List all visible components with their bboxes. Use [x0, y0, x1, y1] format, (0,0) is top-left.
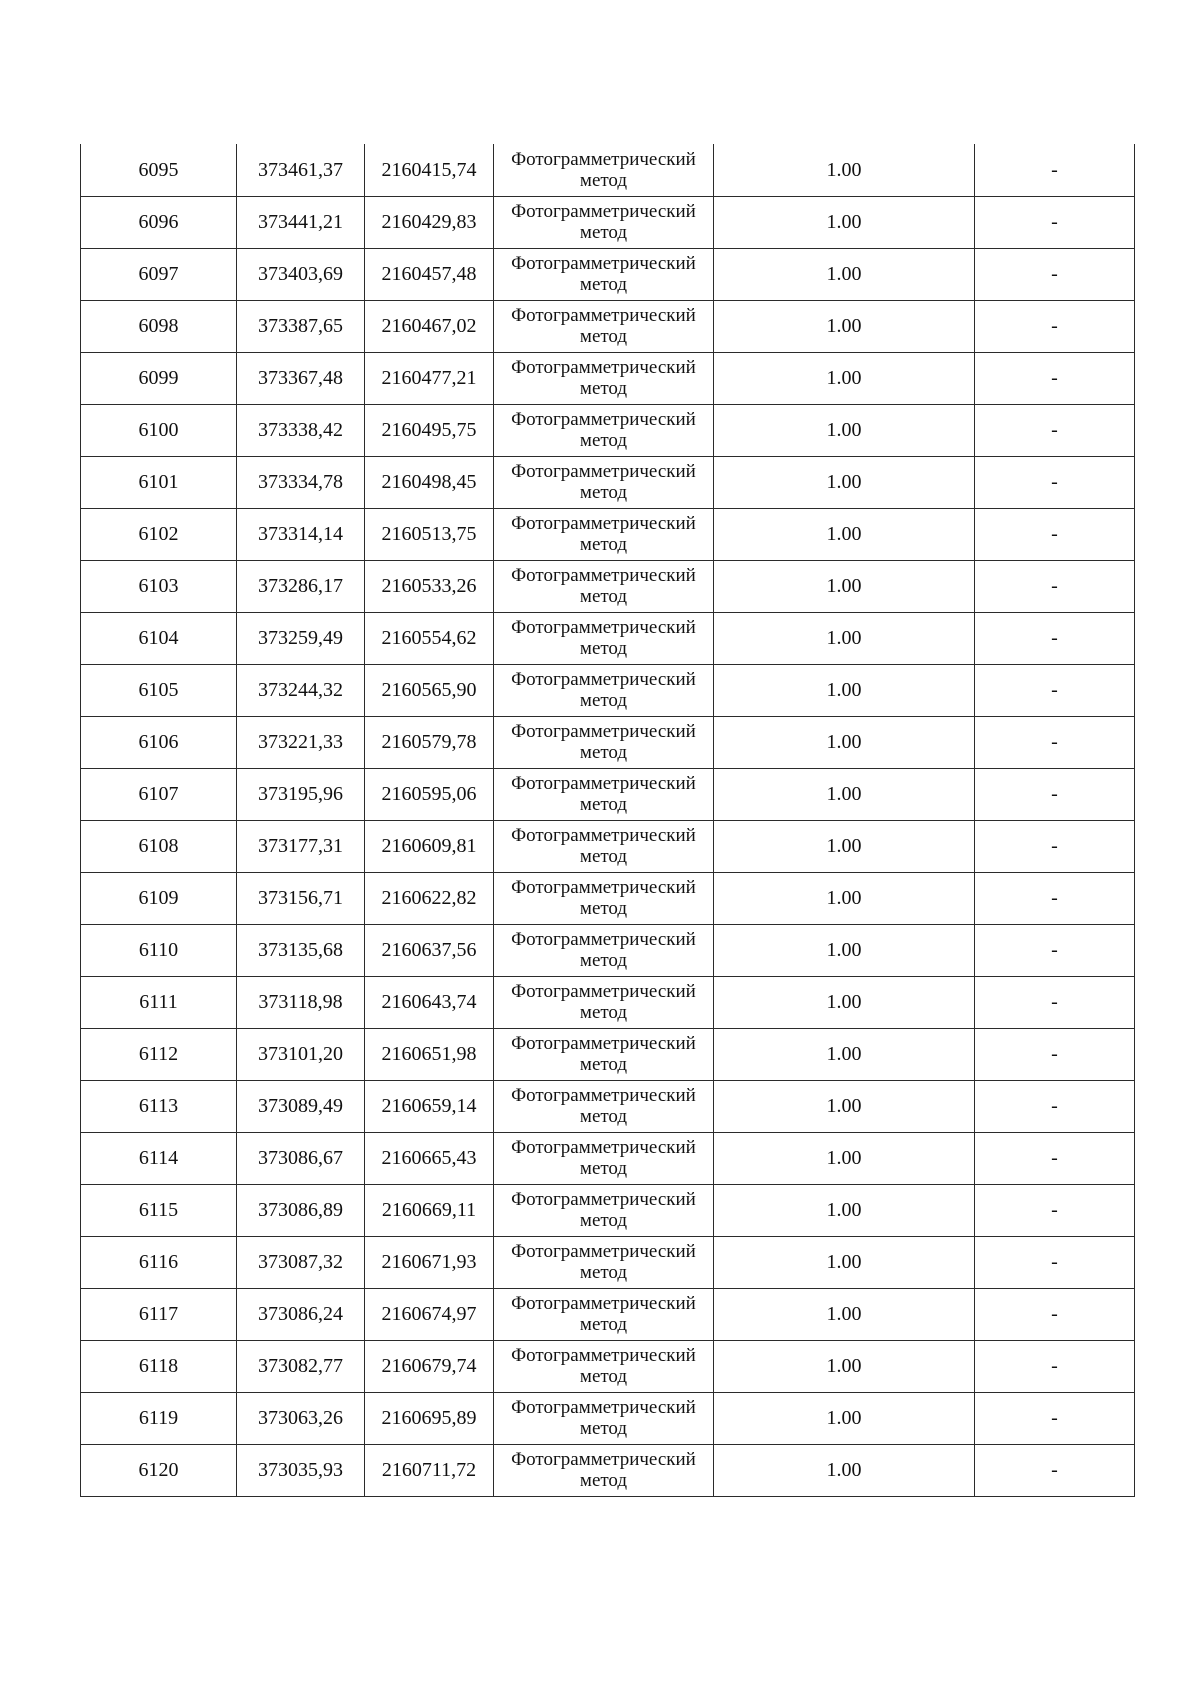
point-number-cell: 6116: [81, 1236, 237, 1288]
accuracy-cell: 1.00: [714, 1132, 975, 1184]
x-coordinate-cell: 373089,49: [237, 1080, 365, 1132]
method-cell: Фотограмметрический метод: [494, 456, 714, 508]
x-coordinate-cell: 373338,42: [237, 404, 365, 456]
x-coordinate-cell: 373086,24: [237, 1288, 365, 1340]
accuracy-cell: 1.00: [714, 1444, 975, 1496]
table-row: [81, 1392, 1135, 1444]
table-row: [81, 248, 1135, 300]
y-coordinate-cell: 2160477,21: [365, 352, 494, 404]
y-coordinate-cell: 2160498,45: [365, 456, 494, 508]
accuracy-cell: 1.00: [714, 248, 975, 300]
accuracy-cell: 1.00: [714, 144, 975, 196]
description-cell: -: [975, 976, 1135, 1028]
point-number-cell: 6102: [81, 508, 237, 560]
accuracy-cell: 1.00: [714, 560, 975, 612]
point-number-cell: 6100: [81, 404, 237, 456]
x-coordinate-cell: 373063,26: [237, 1392, 365, 1444]
point-number-cell: 6114: [81, 1132, 237, 1184]
y-coordinate-cell: 2160695,89: [365, 1392, 494, 1444]
method-cell: Фотограмметрический метод: [494, 248, 714, 300]
description-cell: -: [975, 1288, 1135, 1340]
accuracy-cell: 1.00: [714, 768, 975, 820]
x-coordinate-cell: 373135,68: [237, 924, 365, 976]
point-number-cell: 6096: [81, 196, 237, 248]
method-cell: Фотограмметрический метод: [494, 144, 714, 196]
y-coordinate-cell: 2160533,26: [365, 560, 494, 612]
accuracy-cell: 1.00: [714, 508, 975, 560]
table-row: [81, 1340, 1135, 1392]
description-cell: -: [975, 924, 1135, 976]
description-cell: -: [975, 664, 1135, 716]
accuracy-cell: 1.00: [714, 872, 975, 924]
y-coordinate-cell: 2160467,02: [365, 300, 494, 352]
point-number-cell: 6112: [81, 1028, 237, 1080]
accuracy-cell: 1.00: [714, 1184, 975, 1236]
method-cell: Фотограмметрический метод: [494, 1132, 714, 1184]
x-coordinate-cell: 373118,98: [237, 976, 365, 1028]
method-cell: Фотограмметрический метод: [494, 1340, 714, 1392]
method-cell: Фотограмметрический метод: [494, 924, 714, 976]
method-cell: Фотограмметрический метод: [494, 612, 714, 664]
y-coordinate-cell: 2160659,14: [365, 1080, 494, 1132]
table-row: [81, 924, 1135, 976]
coordinates-table-body: [81, 144, 1135, 1496]
point-number-cell: 6099: [81, 352, 237, 404]
table-row: [81, 352, 1135, 404]
accuracy-cell: 1.00: [714, 1028, 975, 1080]
y-coordinate-cell: 2160651,98: [365, 1028, 494, 1080]
description-cell: -: [975, 872, 1135, 924]
table-row: [81, 1288, 1135, 1340]
accuracy-cell: 1.00: [714, 1340, 975, 1392]
y-coordinate-cell: 2160457,48: [365, 248, 494, 300]
y-coordinate-cell: 2160643,74: [365, 976, 494, 1028]
y-coordinate-cell: 2160711,72: [365, 1444, 494, 1496]
accuracy-cell: 1.00: [714, 404, 975, 456]
table-row: [81, 716, 1135, 768]
description-cell: -: [975, 352, 1135, 404]
x-coordinate-cell: 373387,65: [237, 300, 365, 352]
description-cell: -: [975, 1340, 1135, 1392]
point-number-cell: 6107: [81, 768, 237, 820]
y-coordinate-cell: 2160495,75: [365, 404, 494, 456]
table-row: [81, 144, 1135, 196]
x-coordinate-cell: 373156,71: [237, 872, 365, 924]
accuracy-cell: 1.00: [714, 924, 975, 976]
method-cell: Фотограмметрический метод: [494, 352, 714, 404]
accuracy-cell: 1.00: [714, 612, 975, 664]
x-coordinate-cell: 373177,31: [237, 820, 365, 872]
point-number-cell: 6095: [81, 144, 237, 196]
y-coordinate-cell: 2160671,93: [365, 1236, 494, 1288]
table-row: [81, 976, 1135, 1028]
point-number-cell: 6117: [81, 1288, 237, 1340]
accuracy-cell: 1.00: [714, 1288, 975, 1340]
table-row: [81, 300, 1135, 352]
x-coordinate-cell: 373101,20: [237, 1028, 365, 1080]
point-number-cell: 6098: [81, 300, 237, 352]
x-coordinate-cell: 373195,96: [237, 768, 365, 820]
method-cell: Фотограмметрический метод: [494, 404, 714, 456]
x-coordinate-cell: 373082,77: [237, 1340, 365, 1392]
x-coordinate-cell: 373221,33: [237, 716, 365, 768]
point-number-cell: 6111: [81, 976, 237, 1028]
y-coordinate-cell: 2160595,06: [365, 768, 494, 820]
table-row: [81, 1444, 1135, 1496]
method-cell: Фотограмметрический метод: [494, 1236, 714, 1288]
table-row: [81, 612, 1135, 664]
table-row: [81, 196, 1135, 248]
table-row: [81, 508, 1135, 560]
point-number-cell: 6119: [81, 1392, 237, 1444]
method-cell: Фотограмметрический метод: [494, 1392, 714, 1444]
y-coordinate-cell: 2160554,62: [365, 612, 494, 664]
y-coordinate-cell: 2160565,90: [365, 664, 494, 716]
point-number-cell: 6110: [81, 924, 237, 976]
accuracy-cell: 1.00: [714, 352, 975, 404]
table-row: [81, 560, 1135, 612]
point-number-cell: 6118: [81, 1340, 237, 1392]
accuracy-cell: 1.00: [714, 1392, 975, 1444]
method-cell: Фотограмметрический метод: [494, 196, 714, 248]
point-number-cell: 6101: [81, 456, 237, 508]
y-coordinate-cell: 2160513,75: [365, 508, 494, 560]
accuracy-cell: 1.00: [714, 664, 975, 716]
x-coordinate-cell: 373286,17: [237, 560, 365, 612]
point-number-cell: 6103: [81, 560, 237, 612]
description-cell: -: [975, 768, 1135, 820]
point-number-cell: 6120: [81, 1444, 237, 1496]
x-coordinate-cell: 373086,67: [237, 1132, 365, 1184]
table-row: [81, 872, 1135, 924]
accuracy-cell: 1.00: [714, 716, 975, 768]
x-coordinate-cell: 373334,78: [237, 456, 365, 508]
x-coordinate-cell: 373314,14: [237, 508, 365, 560]
x-coordinate-cell: 373244,32: [237, 664, 365, 716]
y-coordinate-cell: 2160415,74: [365, 144, 494, 196]
accuracy-cell: 1.00: [714, 196, 975, 248]
description-cell: -: [975, 1444, 1135, 1496]
table-row: [81, 1236, 1135, 1288]
point-number-cell: 6108: [81, 820, 237, 872]
description-cell: -: [975, 716, 1135, 768]
description-cell: -: [975, 248, 1135, 300]
x-coordinate-cell: 373441,21: [237, 196, 365, 248]
method-cell: Фотограмметрический метод: [494, 976, 714, 1028]
method-cell: Фотограмметрический метод: [494, 1080, 714, 1132]
x-coordinate-cell: 373086,89: [237, 1184, 365, 1236]
description-cell: -: [975, 508, 1135, 560]
table-row: [81, 404, 1135, 456]
point-number-cell: 6097: [81, 248, 237, 300]
table-row: [81, 664, 1135, 716]
y-coordinate-cell: 2160622,82: [365, 872, 494, 924]
accuracy-cell: 1.00: [714, 300, 975, 352]
accuracy-cell: 1.00: [714, 456, 975, 508]
description-cell: -: [975, 1028, 1135, 1080]
method-cell: Фотограмметрический метод: [494, 300, 714, 352]
x-coordinate-cell: 373087,32: [237, 1236, 365, 1288]
description-cell: -: [975, 456, 1135, 508]
point-number-cell: 6106: [81, 716, 237, 768]
description-cell: -: [975, 144, 1135, 196]
coordinates-table: [80, 144, 1135, 1497]
description-cell: -: [975, 1132, 1135, 1184]
x-coordinate-cell: 373403,69: [237, 248, 365, 300]
method-cell: Фотограмметрический метод: [494, 1028, 714, 1080]
description-cell: -: [975, 196, 1135, 248]
y-coordinate-cell: 2160579,78: [365, 716, 494, 768]
y-coordinate-cell: 2160674,97: [365, 1288, 494, 1340]
method-cell: Фотограмметрический метод: [494, 560, 714, 612]
point-number-cell: 6104: [81, 612, 237, 664]
method-cell: Фотограмметрический метод: [494, 820, 714, 872]
description-cell: -: [975, 560, 1135, 612]
point-number-cell: 6113: [81, 1080, 237, 1132]
table-row: [81, 820, 1135, 872]
method-cell: Фотограмметрический метод: [494, 768, 714, 820]
y-coordinate-cell: 2160609,81: [365, 820, 494, 872]
point-number-cell: 6115: [81, 1184, 237, 1236]
method-cell: Фотограмметрический метод: [494, 664, 714, 716]
description-cell: -: [975, 1080, 1135, 1132]
point-number-cell: 6105: [81, 664, 237, 716]
table-row: [81, 1184, 1135, 1236]
x-coordinate-cell: 373367,48: [237, 352, 365, 404]
method-cell: Фотограмметрический метод: [494, 1444, 714, 1496]
description-cell: -: [975, 1184, 1135, 1236]
accuracy-cell: 1.00: [714, 1236, 975, 1288]
description-cell: -: [975, 612, 1135, 664]
description-cell: -: [975, 300, 1135, 352]
table-row: [81, 768, 1135, 820]
description-cell: -: [975, 820, 1135, 872]
x-coordinate-cell: 373259,49: [237, 612, 365, 664]
description-cell: -: [975, 1392, 1135, 1444]
method-cell: Фотограмметрический метод: [494, 508, 714, 560]
table-row: [81, 456, 1135, 508]
method-cell: Фотограмметрический метод: [494, 1184, 714, 1236]
accuracy-cell: 1.00: [714, 976, 975, 1028]
point-number-cell: 6109: [81, 872, 237, 924]
accuracy-cell: 1.00: [714, 1080, 975, 1132]
x-coordinate-cell: 373461,37: [237, 144, 365, 196]
method-cell: Фотограмметрический метод: [494, 716, 714, 768]
y-coordinate-cell: 2160429,83: [365, 196, 494, 248]
y-coordinate-cell: 2160665,43: [365, 1132, 494, 1184]
y-coordinate-cell: 2160679,74: [365, 1340, 494, 1392]
description-cell: -: [975, 404, 1135, 456]
description-cell: -: [975, 1236, 1135, 1288]
y-coordinate-cell: 2160669,11: [365, 1184, 494, 1236]
y-coordinate-cell: 2160637,56: [365, 924, 494, 976]
accuracy-cell: 1.00: [714, 820, 975, 872]
x-coordinate-cell: 373035,93: [237, 1444, 365, 1496]
table-row: [81, 1028, 1135, 1080]
method-cell: Фотограмметрический метод: [494, 872, 714, 924]
table-row: [81, 1132, 1135, 1184]
method-cell: Фотограмметрический метод: [494, 1288, 714, 1340]
table-row: [81, 1080, 1135, 1132]
